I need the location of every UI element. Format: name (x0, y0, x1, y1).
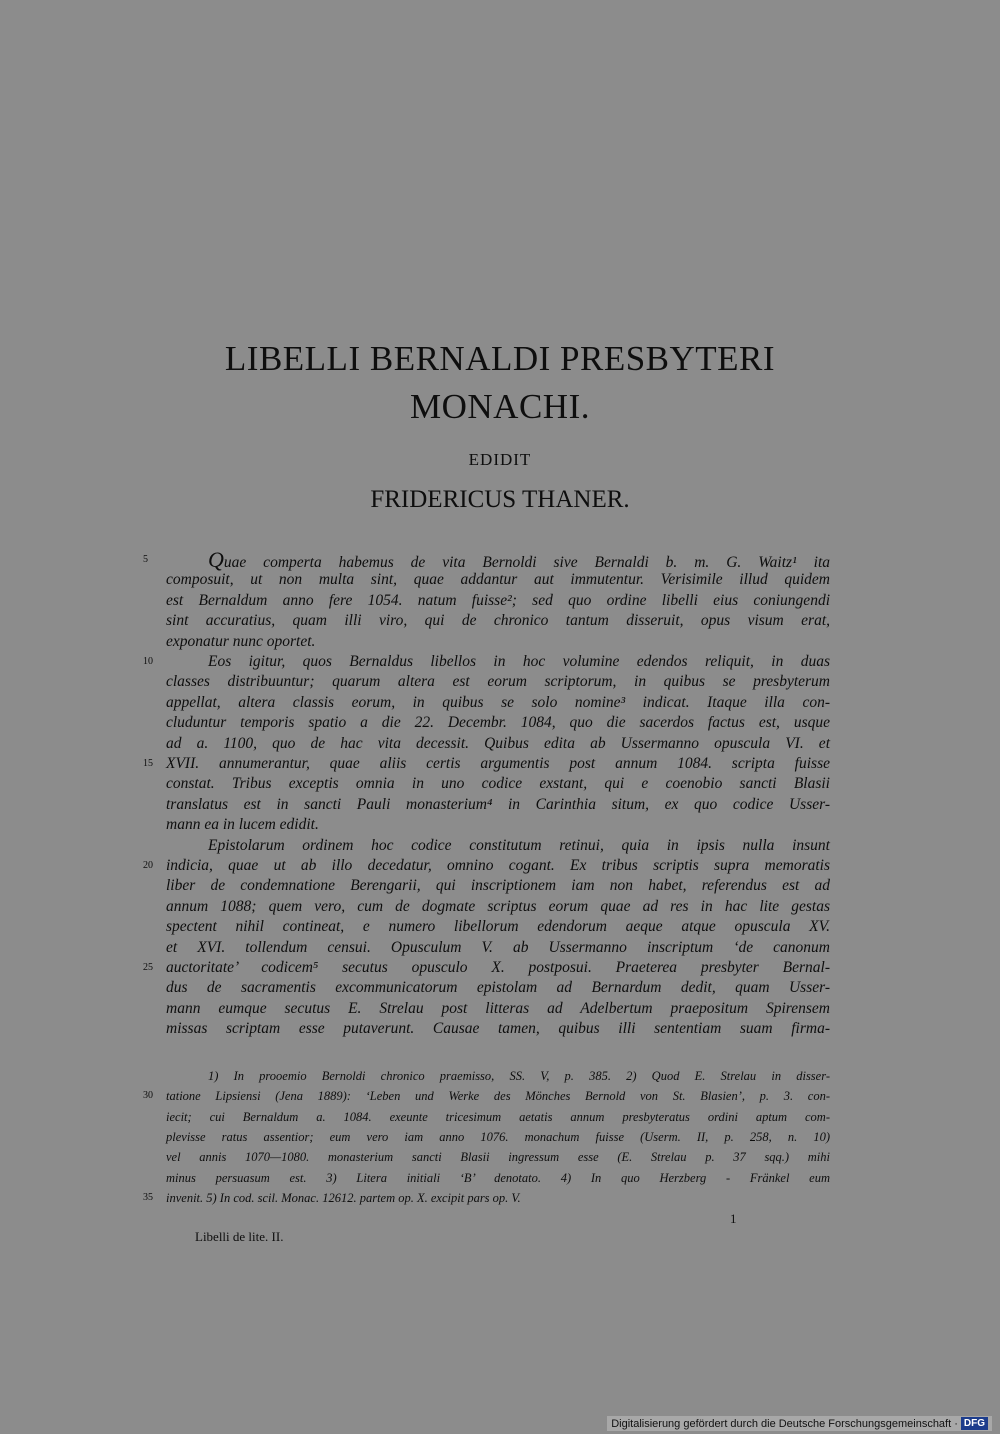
body-line-text: uae comperta habemus de vita Bernoldi sive Bernaldi b. m. G. Waitz¹ ita (223, 554, 830, 571)
footnote-line: invenit. 5) In cod. scil. Monac. 12612. partem op. X. excipit pars op. V. (166, 1190, 521, 1205)
body-line: cluduntur temporis spatio a die 22. Decembr. 1084, quo die sacerdos factus est, usque (166, 714, 830, 732)
body-line: mann eumque secutus E. Strelau post litteras ad Adelbertum praepositum Spirensem (166, 999, 830, 1017)
footnote-line: 1) In prooemio Bernoldi chronico praemisso, SS. V, p. 385. 2) Quod E. Strelau in disser- (208, 1069, 830, 1083)
body-line: translatus est in sancti Pauli monasterium⁴ in Carinthia situm, ex quo codice Usser- (166, 795, 830, 813)
body-line: annum 1088; quem vero, cum de dogmate scriptus eorum quae ad res in hac lite gestas (166, 897, 830, 915)
signature-line: Libelli de lite. II. (195, 1229, 284, 1244)
body-line: Eos igitur, quos Bernaldus libellos in hoc volumine edendos reliquit, in duas (208, 653, 830, 670)
body-line: liber de condemnatione Berengarii, qui inscriptionem iam non habet, referendus est ad (166, 877, 830, 895)
page-number: 1 (730, 1211, 737, 1226)
line-number: 5 (143, 554, 148, 565)
page-title-line-2: MONACHI. (410, 387, 590, 426)
dfg-credit-text: Digitalisierung gefördert durch die Deutsche Forschungsgemeinschaft · (611, 1417, 958, 1430)
footnote-line: vel annis 1070—1080. monasterium sancti Blasii ingressum esse (E. Strelau p. 37 sqq.) mihi (166, 1150, 830, 1165)
footnote-line-number: 35 (143, 1191, 153, 1203)
line-number: 15 (143, 758, 153, 769)
body-line: constat. Tribus exceptis omnia in uno codice exstant, qui e coenobio sancti Blasii (166, 775, 830, 793)
body-line: et XVI. tollendum censui. Opusculum V. ab Ussermanno inscriptum ‘de canonum (166, 938, 830, 956)
line-number: 10 (143, 656, 153, 667)
dfg-credit (607, 1416, 992, 1431)
editor-name: FRIDERICUS THANER. (370, 486, 630, 513)
body-line: composuit, ut non multa sint, quae addantur aut immutentur. Verisimile illud quidem (166, 571, 830, 589)
dfg-logo: DFG (961, 1417, 988, 1430)
edidit-label: EDIDIT (468, 450, 532, 469)
page-title-line-1: LIBELLI BERNALDI PRESBYTERI (224, 339, 776, 378)
body-line: sint accuratius, quam illi viro, qui de chronico tantum disseruit, opus visum erat, (166, 612, 830, 630)
footnote-line: tatione Lipsiensi (Jena 1889): ‘Leben und Werke des Mönches Bernold von St. Blasien’, p. 3. con- (166, 1089, 830, 1104)
body-line: exponatur nunc oportet. (166, 632, 316, 650)
body-line: indicia, quae ut ab illo decedatur, omnino cogant. Ex tribus scriptis supra memoratis (166, 857, 830, 874)
footnote-line-number: 30 (143, 1090, 153, 1102)
body-line: classes distribuuntur; quarum altera est eorum scriptorum, in quibus se presbyterum (166, 673, 830, 691)
footnote-line: plevisse ratus assentior; eum vero iam anno 1076. monachum fuisse (Userm. II, p. 258, n. 10) (166, 1129, 830, 1144)
body-line: appellat, altera classis eorum, in quibus se solo nomine³ indicat. Itaque illa con- (166, 693, 830, 711)
body-line: dus de sacramentis excommunicatorum epistolam ad Bernardum dedit, quam Usser- (166, 979, 830, 997)
body-line: Epistolarum ordinem hoc codice constitutum retinui, quia in ipsis nulla insunt (208, 836, 830, 854)
body-line: ad a. 1100, quo de hac vita decessit. Quibus edita ab Ussermanno opuscula VI. et (166, 734, 830, 752)
line-number: 20 (143, 860, 153, 871)
drop-cap: Q (208, 547, 224, 572)
footnote-line: minus persuasum est. 3) Litera initiali ‘B’ denotato. 4) In quo Herzberg - Fränkel eum (166, 1170, 830, 1185)
body-line: auctoritate’ codicem⁵ secutus opusculo X. postposui. Praeterea presbyter Bernal- (166, 959, 830, 976)
body-line: missas scriptam esse putaverunt. Causae tamen, quibus illi sententiam suam firma- (166, 1020, 830, 1038)
body-line: est Bernaldum anno fere 1054. natum fuisse²; sed quo ordine libelli eius coniungendi (166, 591, 830, 609)
body-line: spectent nihil contineat, e numero libellorum edendorum aeque atque opuscula XV. (166, 918, 830, 936)
line-number: 25 (143, 962, 153, 973)
body-line: mann ea in lucem edidit. (166, 816, 319, 834)
footnote-line: iecit; cui Bernaldum a. 1084. exeunte tricesimum aetatis annum presbyteratus ordini aptum com- (166, 1109, 830, 1124)
body-line: XVII. annumerantur, quae aliis certis argumentis post annum 1084. scripta fuisse (166, 755, 830, 772)
